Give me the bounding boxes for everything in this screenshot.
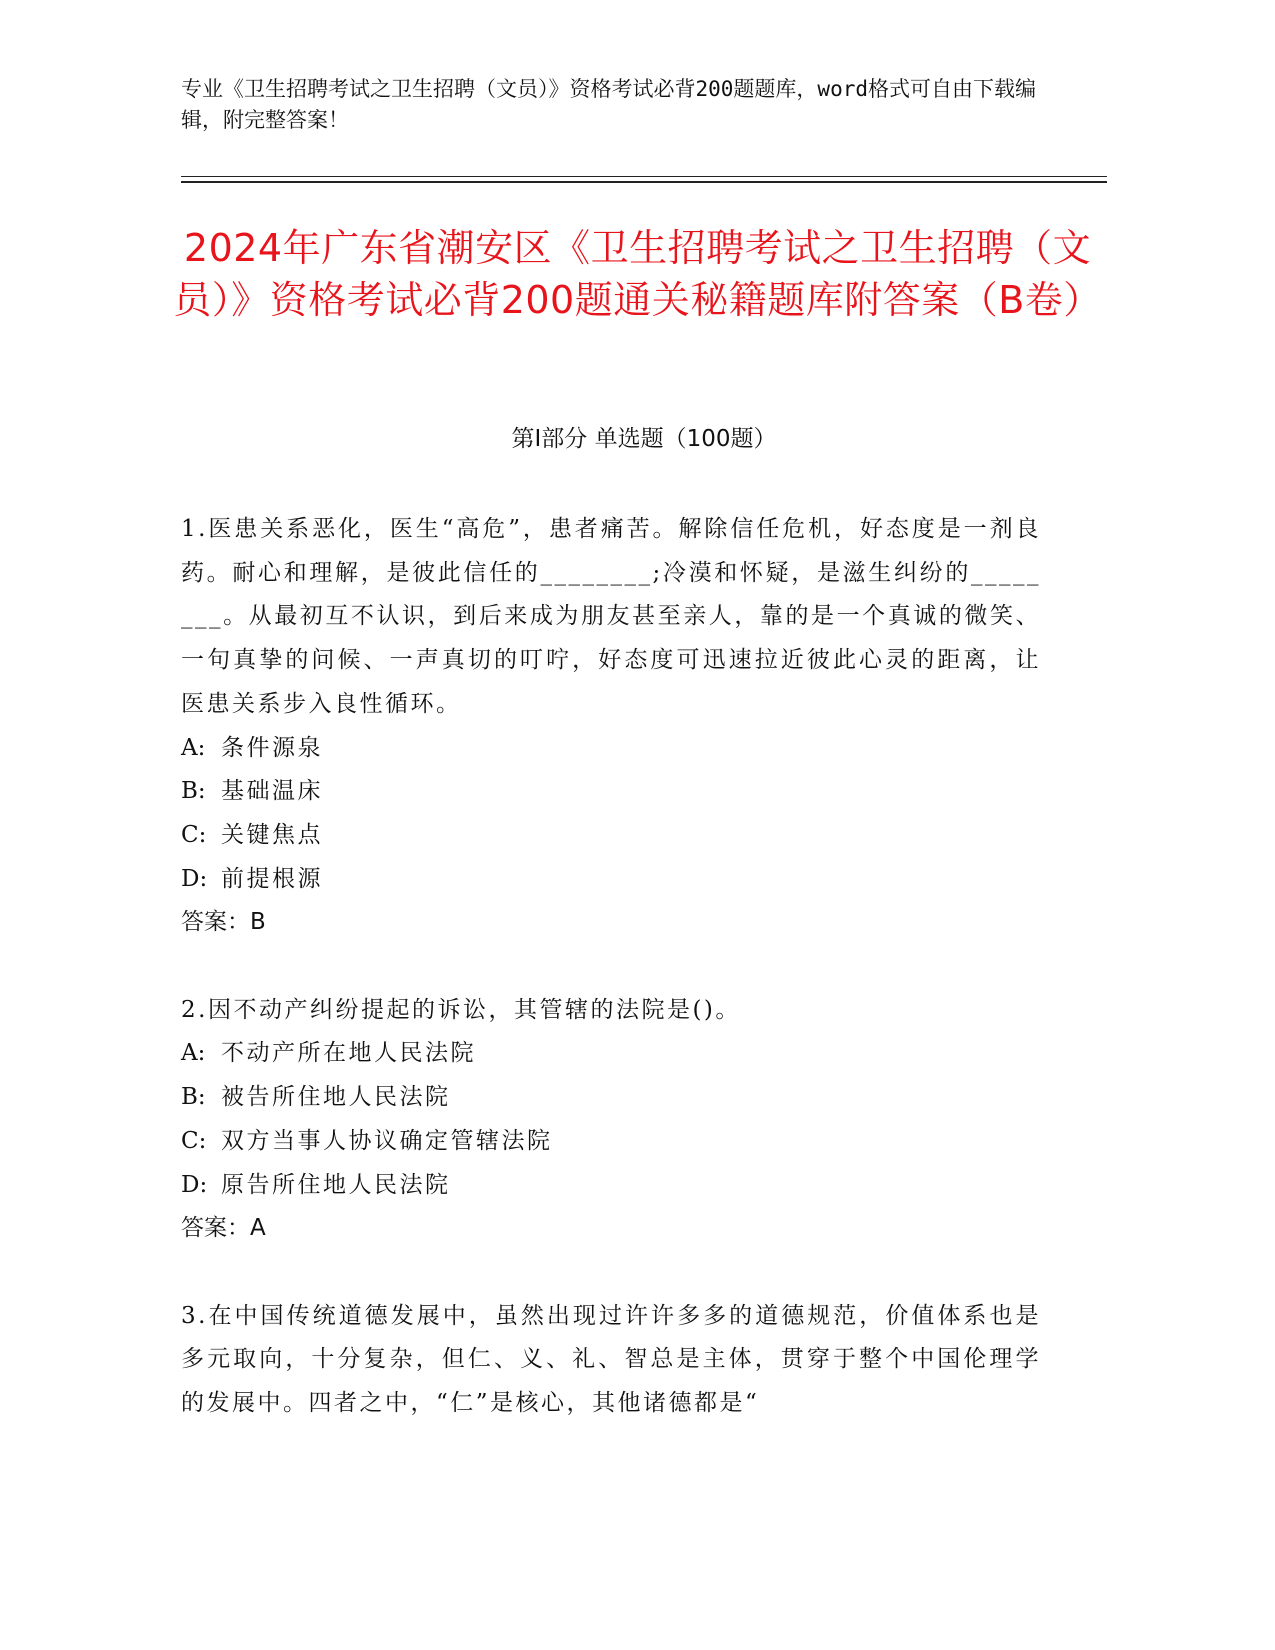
option-text: 条件源泉 bbox=[221, 734, 323, 761]
option-d bbox=[181, 1164, 1041, 1208]
question-spacer bbox=[181, 1251, 1041, 1295]
option-text: 关键焦点 bbox=[221, 821, 323, 848]
option-d bbox=[181, 858, 1041, 902]
question-stem: 2.因不动产纠纷提起的诉讼，其管辖的法院是()。 bbox=[181, 996, 741, 1023]
option-letter: C: bbox=[181, 1127, 207, 1154]
option-letter: A: bbox=[181, 1040, 206, 1067]
question-spacer bbox=[181, 945, 1041, 989]
option-a bbox=[181, 1032, 1041, 1076]
option-letter: A: bbox=[181, 734, 206, 761]
question-list bbox=[181, 508, 1041, 1426]
header-divider-thin bbox=[181, 176, 1107, 177]
header-note: 专业《卫生招聘考试之卫生招聘（文员）》资格考试必背200题题库，word格式可自由下载编辑，附完整答案！ bbox=[181, 77, 1036, 132]
section-title: 第Ⅰ部分 单选题（100题） bbox=[511, 426, 777, 452]
header-divider-thick bbox=[181, 181, 1107, 183]
answer-line: 答案：B bbox=[181, 909, 266, 936]
option-text: 双方当事人协议确定管辖法院 bbox=[221, 1127, 553, 1154]
option-a bbox=[181, 727, 1041, 771]
option-letter: C: bbox=[181, 821, 207, 848]
option-letter: D: bbox=[181, 1171, 208, 1198]
answer-line: 答案：A bbox=[181, 1215, 266, 1242]
option-c bbox=[181, 1120, 1041, 1164]
option-text: 不动产所在地人民法院 bbox=[221, 1040, 476, 1067]
question-1 bbox=[181, 508, 1041, 945]
option-b bbox=[181, 1076, 1041, 1120]
option-text: 基础温床 bbox=[221, 778, 323, 805]
question-stem: 1.医患关系恶化，医生“高危”，患者痛苦。解除信任危机，好态度是一剂良药。耐心和理解，是彼此信任的________;冷漠和怀疑，是滋生纠纷的________。从最初互不认识，到后来成为朋友甚至亲人，靠的是一个真诚的微笑、一句真挚的问候、一声真切的叮咛，好态度可迅速拉近彼此心灵的距离，让医患关系步入良性循环。 bbox=[181, 516, 1041, 717]
option-c bbox=[181, 814, 1041, 858]
option-letter: D: bbox=[181, 865, 208, 892]
question-3 bbox=[181, 1295, 1041, 1426]
option-text: 被告所住地人民法院 bbox=[221, 1084, 451, 1111]
option-text: 前提根源 bbox=[221, 865, 323, 892]
question-2 bbox=[181, 989, 1041, 1251]
option-b bbox=[181, 770, 1041, 814]
option-letter: B: bbox=[181, 1084, 206, 1111]
document-title: 2024年广东省潮安区《卫生招聘考试之卫生招聘（文员）》资格考试必背200题通关秘籍题库附答案（B卷） bbox=[173, 226, 1102, 322]
option-text: 原告所住地人民法院 bbox=[221, 1171, 451, 1198]
option-letter: B: bbox=[181, 778, 206, 805]
question-stem: 3.在中国传统道德发展中，虽然出现过许许多多的道德规范，价值体系也是多元取向，十分复杂，但仁、义、礼、智总是主体，贯穿于整个中国伦理学的发展中。四者之中，“仁”是核心，其他诸德都是“ bbox=[181, 1302, 1041, 1417]
